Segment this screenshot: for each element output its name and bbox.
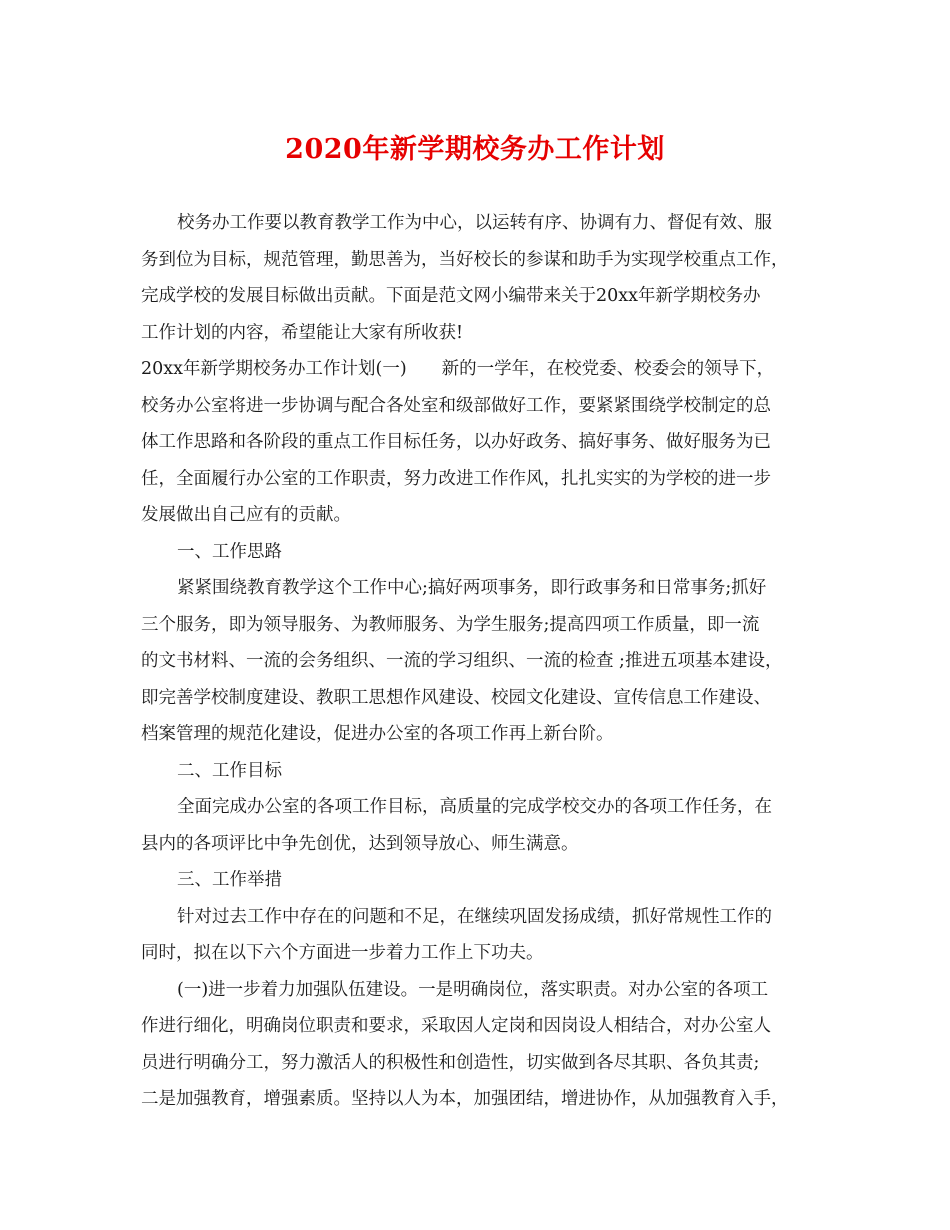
text-line: 发展做出自己应有的贡献。 bbox=[141, 505, 351, 525]
text-line: 工作计划的内容，希望能让大家有所收获! bbox=[141, 322, 464, 343]
section-heading: 二、工作目标 bbox=[177, 760, 282, 781]
text-line: 全面完成办公室的各项工作目标，高质量的完成学校交办的各项工作任务，在 bbox=[177, 797, 772, 817]
text-line: 员进行明确分工，努力激活人的积极性和创造性，切实做到各尽其职、各负其责; bbox=[141, 1052, 760, 1073]
text-line: 作进行细化，明确岗位职责和要求，采取因人定岗和因岗设人相结合，对办公室人 bbox=[141, 1016, 771, 1036]
text-line: 的文书材料、一流的会务组织、一流的学习组织、一流的检查 ;推进五项基本建设， bbox=[141, 651, 783, 671]
text-line: 同时，拟在以下六个方面进一步着力工作上下功夫。 bbox=[141, 943, 544, 963]
text-line: 完成学校的发展目标做出贡献。下面是范文网小编带来关于20xx年新学期校务办 bbox=[141, 286, 761, 306]
text-line: 档案管理的规范化建设，促进办公室的各项工作再上新台阶。 bbox=[141, 724, 614, 744]
text-line: 紧紧围绕教育教学这个工作中心;搞好两项事务，即行政事务和日常事务;抓好 bbox=[177, 578, 767, 598]
text-line: 任，全面履行办公室的工作职责，努力改进工作作风，扎扎实实的为学校的进一步 bbox=[141, 468, 771, 489]
text-line: 二是加强教育，增强素质。坚持以人为本，加强团结，增进协作，从加强教育入手， bbox=[141, 1089, 789, 1109]
text-line: 务到位为目标，规范管理，勤思善为，当好校长的参谋和助手为实现学校重点工作， bbox=[141, 249, 789, 270]
text-line: (一)进一步着力加强队伍建设。一是明确岗位，落实职责。对办公室的各项工 bbox=[177, 979, 769, 1000]
text-line: 县内的各项评比中争先创优，达到领导放心、师生满意。 bbox=[141, 833, 579, 854]
text-line: 校务办工作要以教育教学工作为中心，以运转有序、协调有力、督促有效、服 bbox=[177, 213, 772, 233]
text-line: 20xx年新学期校务办工作计划(一) 新的一学年，在校党委、校委会的领导下， bbox=[141, 359, 775, 379]
text-line: 校务办公室将进一步协调与配合各处室和级部做好工作，要紧紧围绕学校制定的总 bbox=[141, 395, 771, 416]
text-line: 即完善学校制度建设、教职工思想作风建设、校园文化建设、宣传信息工作建设、 bbox=[141, 687, 771, 708]
text-line: 三个服务，即为领导服务、为教师服务、为学生服务;提高四项工作质量，即一流 bbox=[141, 614, 760, 635]
document-body bbox=[141, 205, 831, 1118]
section-heading: 三、工作举措 bbox=[177, 870, 282, 890]
section-heading: 一、工作思路 bbox=[177, 541, 282, 562]
text-line: 体工作思路和各阶段的重点工作目标任务，以办好政务、搞好事务、做好服务为已 bbox=[141, 432, 771, 452]
document-title: 2020年新学期校务办工作计划 bbox=[285, 134, 665, 165]
text-line: 针对过去工作中存在的问题和不足，在继续巩固发扬成绩，抓好常规性工作的 bbox=[177, 906, 772, 927]
